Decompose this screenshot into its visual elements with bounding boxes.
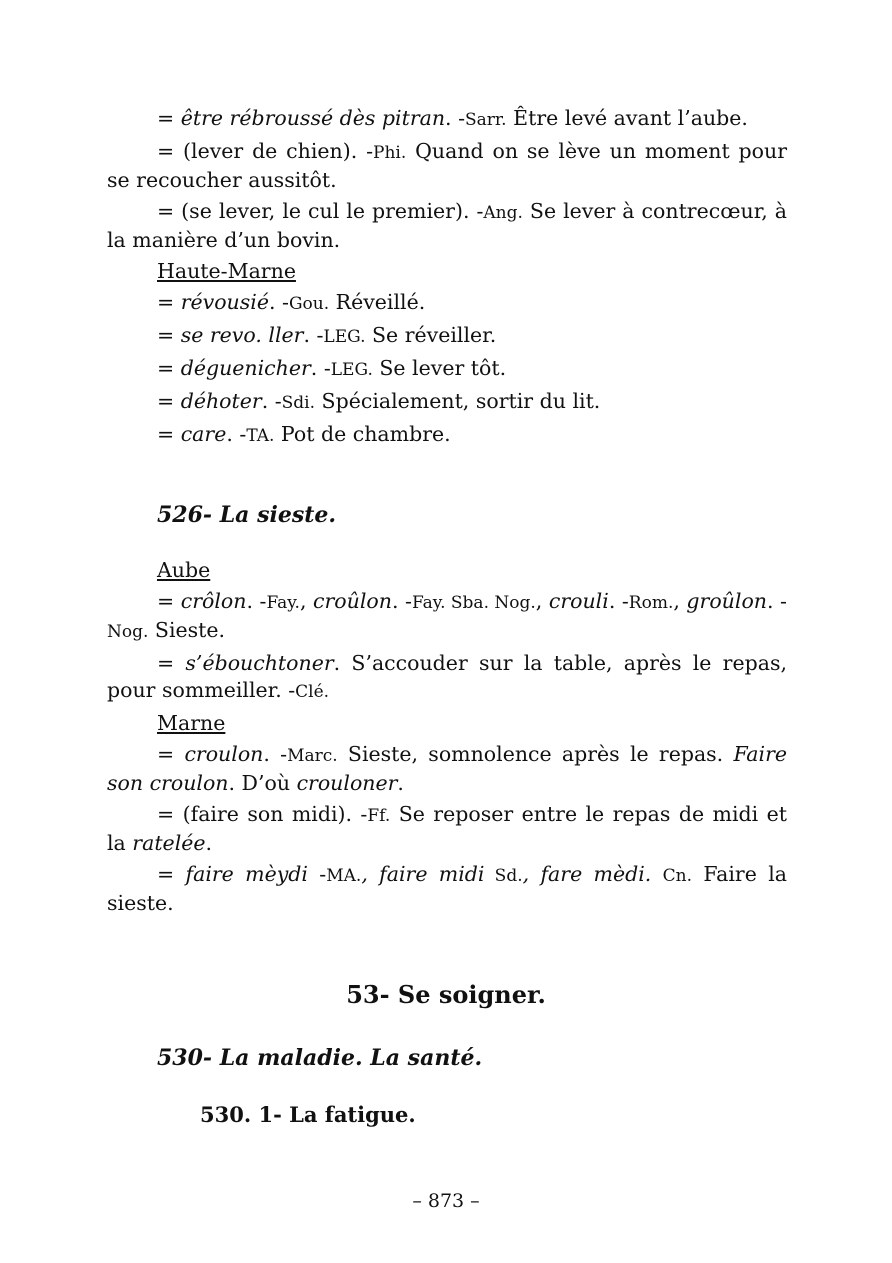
entry-sebouchtoner: = s’ébouchtoner. S’accouder sur la table, après le repas, pour sommeiller. -Clé.: [107, 651, 787, 702]
text-block-sieste: [107, 557, 787, 921]
region-heading-marne: Marne: [157, 711, 226, 735]
entry-revousie: = révousié. -Gou. Réveillé.: [157, 290, 426, 314]
entry-se-revoller: = se revo. ller. -LEG. Se réveiller.: [157, 323, 497, 347]
entry-care: = care. -TA. Pot de chambre.: [157, 422, 451, 446]
entry-deguenicher: = déguenicher. -LEG. Se lever tôt.: [157, 356, 507, 380]
entry-lever-de-chien: = (lever de chien). -Phi. Quand on se lève un moment pour se recoucher aussitôt.: [107, 139, 787, 192]
entry-crolon: = crôlon. -Fay., croûlon. -Fay. Sba. Nog., crouli. -Rom., groûlon. -Nog. Sieste.: [107, 589, 787, 642]
page-number: – 873 –: [412, 1190, 480, 1212]
section-title-526: 526- La sieste.: [157, 502, 337, 528]
entry-cul-le-premier: = (se lever, le cul le premier). -Ang. Se lever à contrecœur, à la manière d’un bovin.: [107, 199, 787, 252]
text-block-lever: [107, 105, 787, 454]
entry-croulon: = croulon. -Marc. Sieste, somnolence après le repas. Faire son croulon. D’où crouloner.: [107, 742, 787, 795]
subsection-title-530-1: 530. 1- La fatigue.: [200, 1102, 416, 1127]
region-heading-haute-marne: Haute-Marne: [157, 259, 296, 283]
chapter-title-53: 53- Se soigner.: [346, 980, 546, 1009]
entry-faire-meydi: = faire mèydi -MA., faire midi Sd., fare mèdi. Cn. Faire la sieste.: [107, 862, 787, 915]
region-heading-aube: Aube: [157, 558, 211, 582]
entry-faire-son-midi: = (faire son midi). -Ff. Se reposer entre le repas de midi et la ratelée.: [107, 802, 787, 855]
entry-rebrousse: = être rébroussé dès pitran. -Sarr. Être levé avant l’aube.: [157, 106, 748, 130]
section-title-530: 530- La maladie. La santé.: [157, 1045, 483, 1071]
entry-dehoter: = déhoter. -Sdi. Spécialement, sortir du lit.: [157, 389, 601, 413]
